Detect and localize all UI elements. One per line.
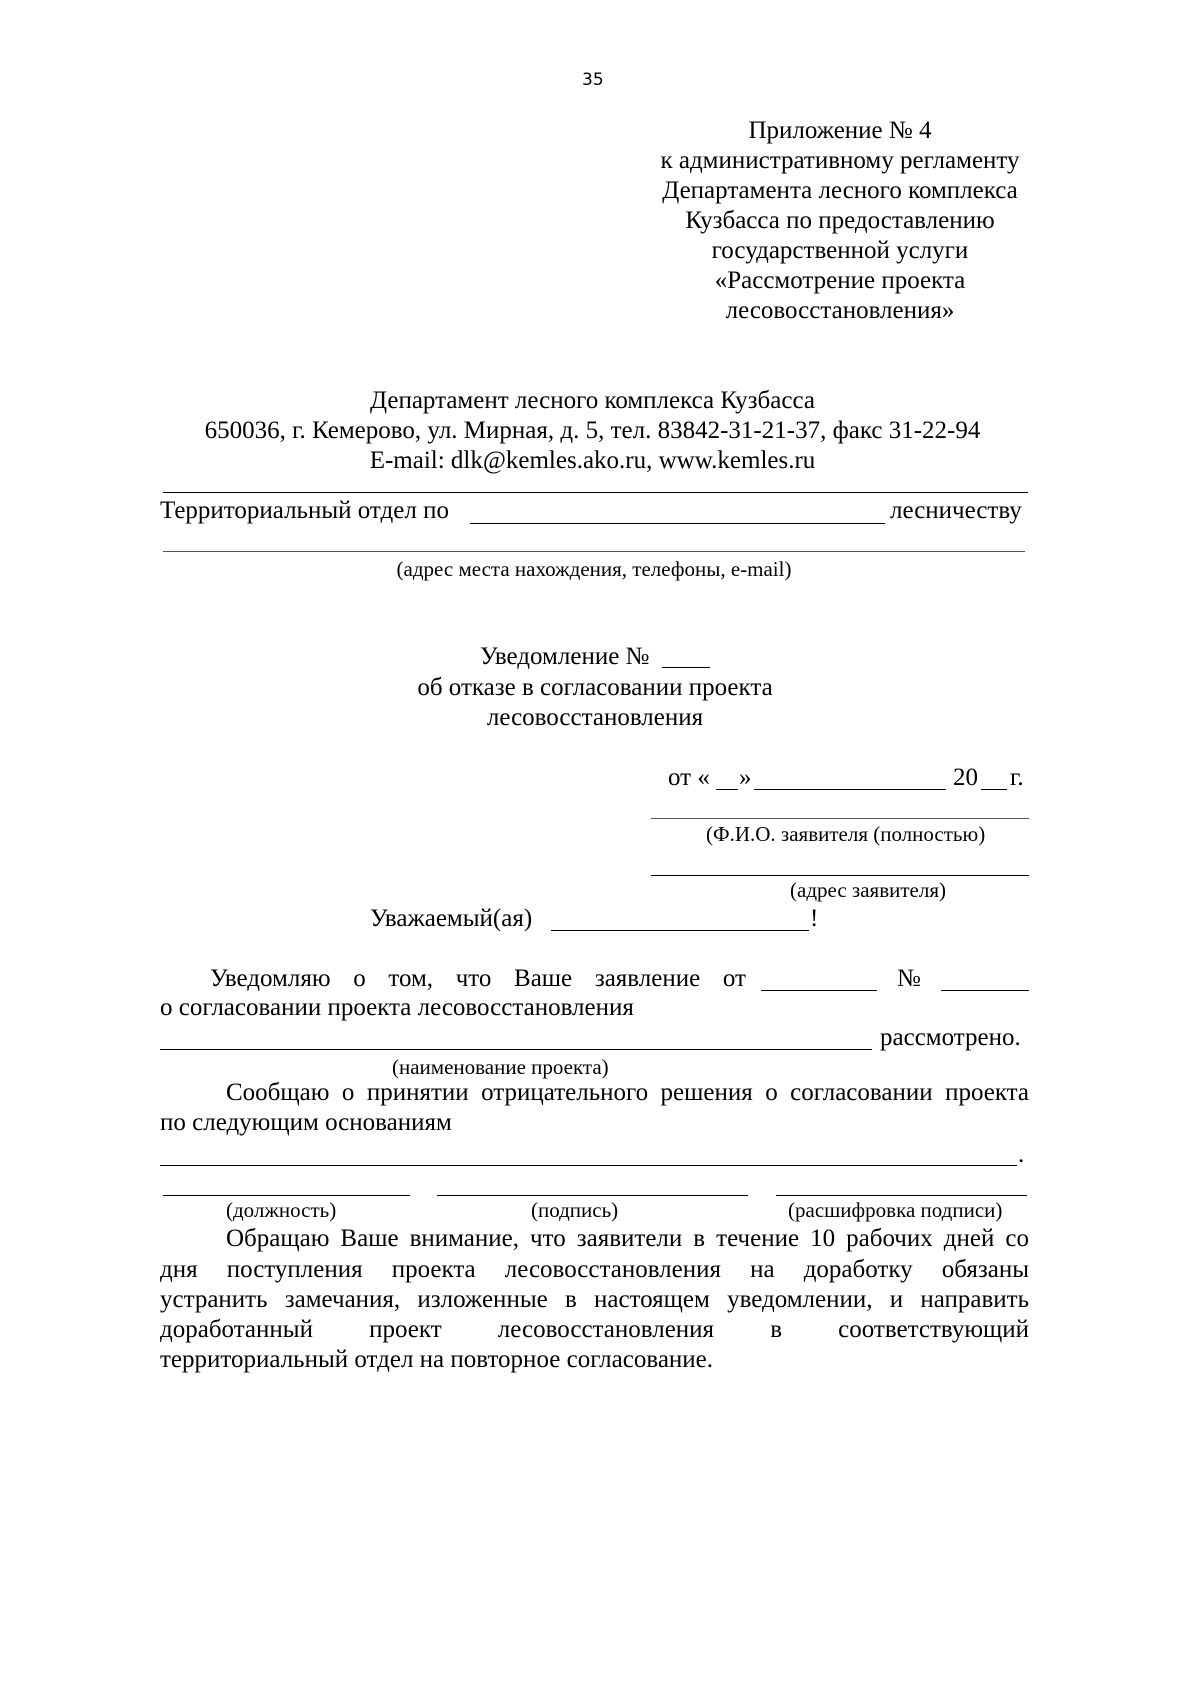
signature-blank[interactable] bbox=[437, 1195, 748, 1196]
p3-line: дня поступления проекта лесовосстановления на доработку обязаны bbox=[160, 1256, 1029, 1283]
p2-second-line: по следующим основаниям bbox=[160, 1109, 452, 1136]
greeting-name-blank[interactable] bbox=[551, 930, 809, 931]
application-number-sign: № bbox=[897, 965, 921, 992]
signature-decoding-blank[interactable] bbox=[776, 1195, 1027, 1196]
date-day-blank[interactable] bbox=[716, 789, 738, 790]
appendix-line: Кузбасса по предоставлению bbox=[685, 207, 995, 234]
notice-subtitle bbox=[300, 673, 890, 733]
header-rule bbox=[163, 492, 1028, 493]
department-contacts: E-mail: dlk@kemles.ako.ru, www.kemles.ru bbox=[369, 447, 816, 474]
date-year-blank[interactable] bbox=[981, 789, 1007, 790]
appendix-block bbox=[640, 116, 1040, 326]
greeting-exclamation: ! bbox=[810, 905, 819, 932]
p3-line: Обращаю Ваше внимание, что заявители в течение 10 рабочих дней со bbox=[226, 1225, 1029, 1252]
application-date-blank[interactable] bbox=[761, 990, 877, 991]
territorial-suffix: лесничеству bbox=[890, 497, 1022, 524]
greeting-label: Уважаемый(ая) bbox=[370, 905, 533, 932]
p3-line: территориальный отдел на повторное согласование. bbox=[160, 1346, 714, 1373]
notice-subtitle-line: об отказе в согласовании проекта bbox=[417, 674, 773, 701]
notice-number-blank[interactable] bbox=[662, 667, 710, 668]
appendix-line: к административному регламенту bbox=[660, 147, 1020, 174]
notice-subtitle-line: лесовосстановления bbox=[486, 704, 704, 731]
applicant-address-caption: (адрес заявителя) bbox=[790, 878, 946, 902]
date-close-quote: » bbox=[739, 764, 752, 791]
p1-word: о bbox=[353, 965, 366, 992]
signature-caption: (подпись) bbox=[531, 1198, 619, 1222]
date-month-blank[interactable] bbox=[754, 789, 946, 790]
address-caption: (адрес места нахождения, телефоны, e-mail) bbox=[396, 557, 792, 581]
appendix-line: «Рассмотрение проекта bbox=[714, 267, 966, 294]
p2-first-line: Сообщаю о принятии отрицательного решения о согласовании проекта bbox=[226, 1079, 1029, 1106]
date-from-label: от « bbox=[668, 764, 710, 791]
position-blank[interactable] bbox=[163, 1195, 410, 1196]
p1-end: рассмотрено. bbox=[880, 1024, 1021, 1051]
application-number-blank[interactable] bbox=[941, 990, 1029, 991]
appendix-line: государственной услуги bbox=[711, 237, 969, 264]
date-year-suffix: г. bbox=[1010, 764, 1024, 791]
applicant-address-blank[interactable] bbox=[651, 875, 1029, 876]
date-year-prefix: 20 bbox=[953, 764, 978, 791]
p1-word: что bbox=[455, 965, 492, 992]
p1-first-line bbox=[210, 965, 746, 993]
department-header bbox=[150, 386, 1035, 476]
address-blank-line[interactable] bbox=[163, 551, 1025, 552]
appendix-line: Департамента лесного комплекса bbox=[662, 177, 1018, 204]
p1-word: Уведомляю bbox=[210, 965, 331, 992]
p1-word: Ваше bbox=[514, 965, 573, 992]
fio-caption: (Ф.И.О. заявителя (полностью) bbox=[706, 822, 986, 846]
signature-decoding-caption: (расшифровка подписи) bbox=[788, 1198, 1003, 1222]
p1-word: том, bbox=[388, 965, 434, 992]
p1-word: заявление bbox=[594, 965, 701, 992]
territorial-blank-line[interactable] bbox=[470, 523, 885, 524]
department-name: Департамент лесного комплекса Кузбасса bbox=[370, 387, 815, 414]
appendix-line: лесовосстановления» bbox=[725, 297, 955, 324]
fio-blank-line[interactable] bbox=[651, 818, 1029, 819]
p1-second-line: о согласовании проекта лесовосстановления bbox=[160, 994, 634, 1021]
p3-line: устранить замечания, изложенные в настоящем уведомлении, и направить bbox=[160, 1286, 1029, 1313]
territorial-prefix: Территориальный отдел по bbox=[160, 497, 449, 524]
page-number: 35 bbox=[582, 70, 604, 90]
department-address: 650036, г. Кемерово, ул. Мирная, д. 5, тел. 83842-31-21-37, факс 31-22-94 bbox=[204, 417, 981, 444]
notice-title: Уведомление № bbox=[480, 643, 650, 670]
p1-word: от bbox=[722, 965, 746, 992]
grounds-blank-line[interactable] bbox=[160, 1165, 1017, 1166]
p2-end-dot: . bbox=[1018, 1141, 1025, 1168]
project-name-blank[interactable] bbox=[160, 1049, 872, 1050]
project-name-caption: (наименование проекта) bbox=[392, 1055, 609, 1079]
appendix-line: Приложение № 4 bbox=[748, 117, 932, 144]
position-caption: (должность) bbox=[226, 1198, 337, 1222]
p3-line: доработанный проект лесовосстановления в соответствующий bbox=[160, 1316, 1029, 1343]
